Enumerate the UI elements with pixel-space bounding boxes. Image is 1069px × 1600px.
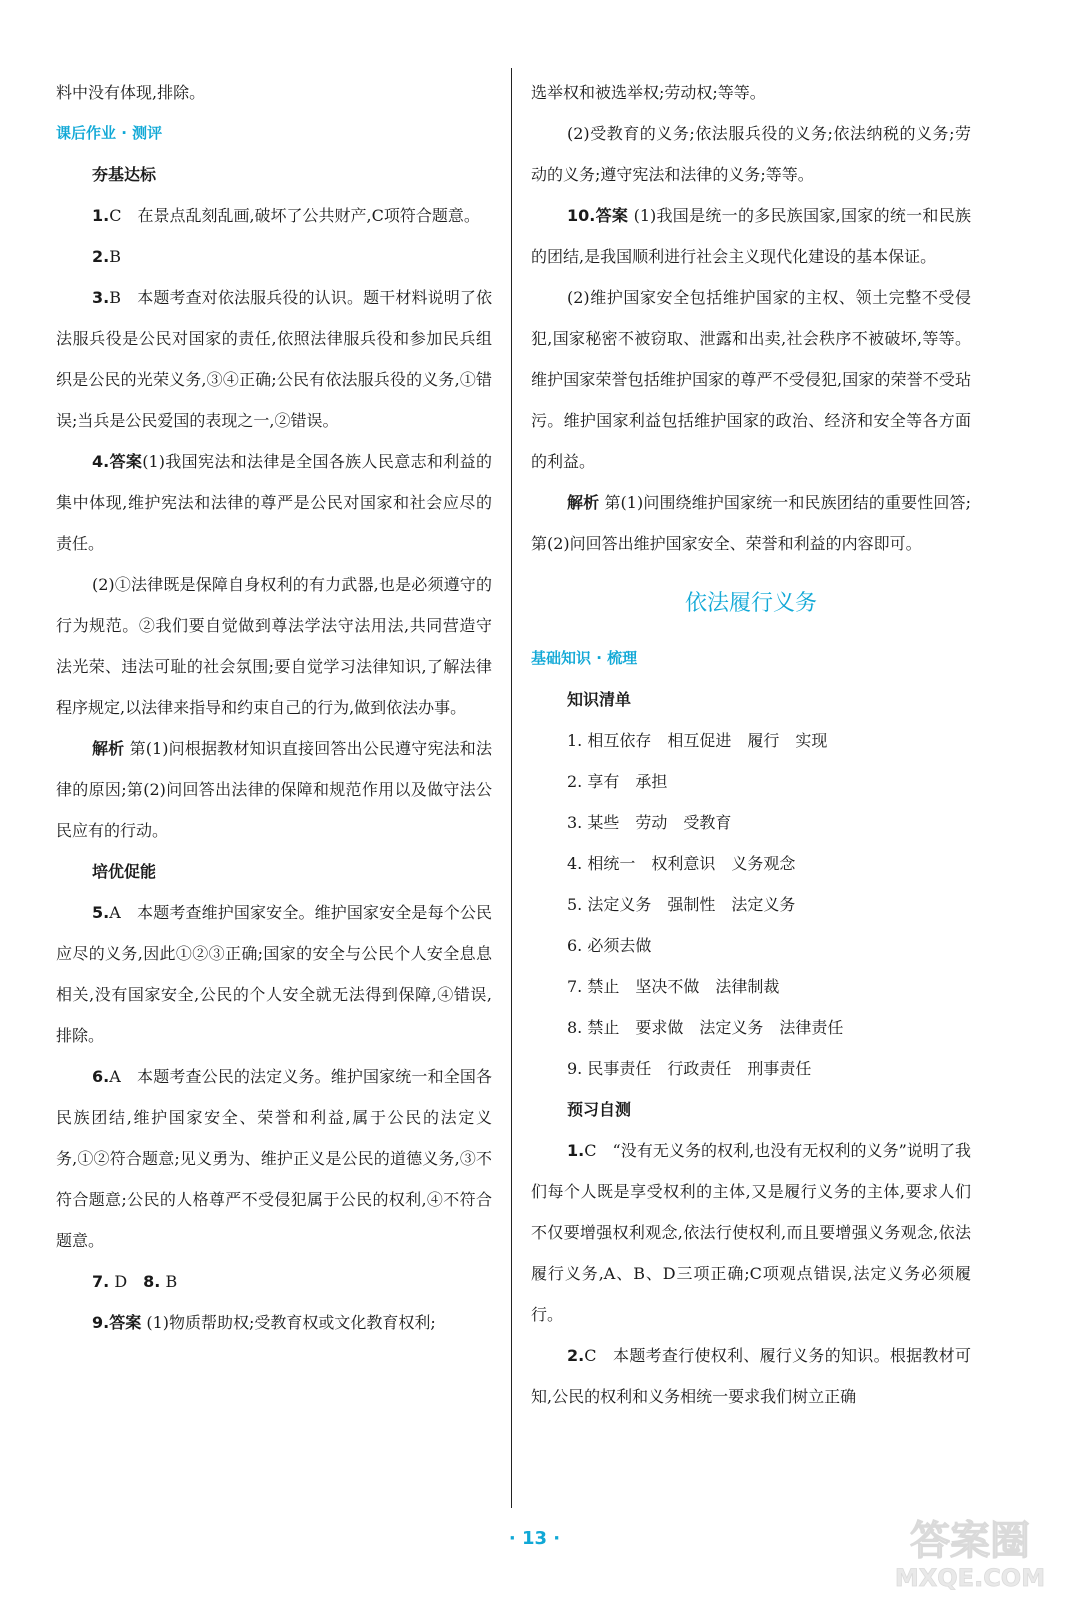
- knowledge-list: [531, 720, 971, 1089]
- list-item: 3. 某些 劳动 受教育: [567, 813, 732, 832]
- page-number: · 13 ·: [508, 1528, 561, 1549]
- self-test-1: 1.C “没有无义务的权利,也没有无权利的义务”说明了我们每个人既是享受权利的主体,又是履行义务的主体,要求人们不仅要增强权利观念,依法行使权利,而且要增强义务观念,依法履行义务,A、B、D三项正确;C项观点错误,法定义务必须履行。: [531, 1141, 971, 1324]
- subheading-knowledge-list: 知识清单: [567, 690, 632, 709]
- answer-9-continued: 选举权和被选举权;劳动权;等等。: [531, 83, 766, 102]
- subheading-advanced: 培优促能: [92, 862, 157, 881]
- watermark-line2: MXQE.COM: [894, 1564, 1046, 1592]
- list-item: 2. 享有 承担: [567, 772, 668, 791]
- list-item: 8. 禁止 要求做 法定义务 法律责任: [567, 1018, 844, 1037]
- answer-6: 6.A 本题考查公民的法定义务。维护国家统一和全国各民族团结,维护国家安全、荣誉和利益,属于公民的法定义务,①②符合题意;见义勇为、维护正义是公民的道德义务,③不符合题意;公民的人格尊严不受侵犯属于公民的权利,④不符合题意。: [56, 1067, 492, 1250]
- answer-2: 2.B: [92, 247, 121, 266]
- list-item: 1. 相互依存 相互促进 履行 实现: [567, 731, 828, 750]
- column-divider: [511, 68, 512, 1508]
- subheading-basic: 夯基达标: [92, 165, 157, 184]
- list-item: 4. 相统一 权利意识 义务观念: [567, 854, 796, 873]
- watermark-line1: 答案圈: [910, 1518, 1030, 1564]
- left-column: [56, 72, 492, 1343]
- list-item: 6. 必须去做: [567, 936, 652, 955]
- answer-10-part2: (2)维护国家安全包括维护国家的主权、领土完整不受侵犯,国家秘密不被窃取、泄露和出卖,社会秩序不被破坏,等等。维护国家荣誉包括维护国家的尊严不受侵犯,国家的荣誉不受玷污。维护国家利益包括维护国家的政治、经济和安全等各方面的利益。: [531, 288, 971, 471]
- answer-4-part1: 4.答案(1)我国宪法和法律是全国各族人民意志和利益的集中体现,维护宪法和法律的尊严是公民对国家和社会应尽的责任。: [56, 452, 492, 553]
- lesson-title: 依法履行义务: [684, 591, 817, 616]
- answer-4-part2: (2)①法律既是保障自身权利的有力武器,也是必须遵守的行为规范。②我们要自觉做到尊法学法守法用法,共同营造守法光荣、违法可耻的社会氛围;要自觉学习法律知识,了解法律程序规定,以法律来指导和约束自己的行为,做到依法办事。: [56, 575, 492, 717]
- continued-text: 料中没有体现,排除。: [56, 83, 206, 102]
- list-item: 9. 民事责任 行政责任 刑事责任: [567, 1059, 812, 1078]
- answer-9: 9.答案 (1)物质帮助权;受教育权或文化教育权利;: [92, 1313, 436, 1332]
- section-heading-homework: 课后作业 · 测评: [56, 124, 163, 142]
- analysis-4: 解析 第(1)问根据教材知识直接回答出公民遵守宪法和法律的原因;第(2)问回答出法律的保障和规范作用以及做守法公民应有的行动。: [56, 739, 492, 840]
- section-heading-basics: 基础知识 · 梳理: [531, 649, 638, 667]
- list-item: 7. 禁止 坚决不做 法律制裁: [567, 977, 780, 996]
- answer-10-part1: 10.答案 (1)我国是统一的多民族国家,国家的统一和民族的团结,是我国顺利进行社会主义现代化建设的基本保证。: [531, 206, 971, 266]
- answer-9-part2: (2)受教育的义务;依法服兵役的义务;依法纳税的义务;劳动的义务;遵守宪法和法律的义务;等等。: [531, 124, 971, 184]
- watermark-logo: [885, 1502, 1055, 1594]
- answer-3: 3.B 本题考查对依法服兵役的认识。题干材料说明了依法服兵役是公民对国家的责任,依照法律服兵役和参加民兵组织是公民的光荣义务,③④正确;公民有依法服兵役的义务,①错误;当兵是公民爱国的表现之一,②错误。: [56, 288, 492, 430]
- analysis-10: 解析 第(1)问围绕维护国家统一和民族团结的重要性回答;第(2)问回答出维护国家安全、荣誉和利益的内容即可。: [531, 493, 971, 553]
- subheading-self-test: 预习自测: [567, 1100, 632, 1119]
- answer-7-8: 7. D 8. B: [92, 1272, 178, 1291]
- right-column: [531, 72, 971, 1417]
- list-item: 5. 法定义务 强制性 法定义务: [567, 895, 796, 914]
- self-test-2: 2.C 本题考查行使权利、履行义务的知识。根据教材可知,公民的权利和义务相统一要求我们树立正确: [531, 1346, 971, 1406]
- answer-5: 5.A 本题考查维护国家安全。维护国家安全是每个公民应尽的义务,因此①②③正确;国家的安全与公民个人安全息息相关,没有国家安全,公民的个人安全就无法得到保障,④错误,排除。: [56, 903, 492, 1045]
- answer-1: 1.C 在景点乱刻乱画,破坏了公共财产,C项符合题意。: [92, 206, 480, 225]
